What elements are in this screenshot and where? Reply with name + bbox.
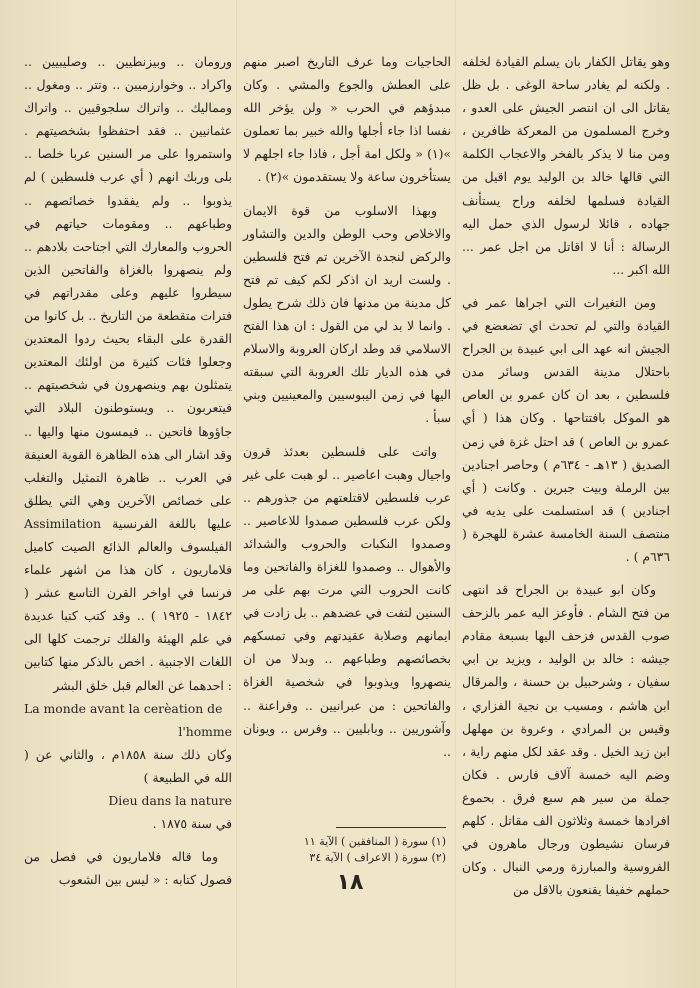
- paragraph: ومن التغيرات التي اجراها عمر في القيادة والتي لم تحدث اي تضعضع في الجيش انه عهد الى ابي عبيدة بن الجراح باحتلال مدينة القدس وسائر مدن فلسطين ، بعد ان كان عمرو بن العاص هو الموكل بافتتاحها . وكان هذا ( أي عمرو بن العاص ) قد احتل غزة في زمن الصديق ( ١٣هـ - ٦٣٤م ) وحاصر اجنادين بين الرملة وبيت جبرين . وكانت ( أي اجنادين ) قد استسلمت على يديه في منتصف السنة الخامسة عشرة للهجرة ( ٦٣٦م ) .: [462, 294, 671, 564]
- paragraph: وبهذا الاسلوب من قوة الايمان والاخلاص وحب الوطن والدين والتشاور والركض لنجدة الآخرين تم فتح فلسطين . ولست اريد ان اذكر لكم كيف تم فتح كل مدينة من مدنها فان ذلك شرح يطول . وانما لا بد لي من القول : ان هذا الفتح الاسلامي قد وطد اركان العروبة والاسلام في هذه الديار تلك العروبة التي سبقته اليها في زمن اليبوسيين والمعينيين وبني سبأ .: [243, 202, 451, 426]
- footnote: (٢) سورة ( الاعراف ) الآية ٣٤: [309, 851, 446, 864]
- page-number: ١٨: [336, 870, 364, 895]
- column-gutter: [236, 0, 237, 988]
- footnote-divider: [336, 827, 446, 828]
- column-gutter: [455, 0, 456, 988]
- french-book-title: La monde avant la cerèation de l'homme: [24, 700, 232, 739]
- paragraph-text: ورومان .. وبيزنطيين .. وصليبيين .. واكراد .. وخوارزميين .. وتتر .. ومغول .. ومماليك .. واتراك سلجوقيين .. واتراك عثمانيين .. فقد احتفظوا بشخصيتهم . واستمروا على مر السنين عربا خلصا .. بلى وربك انهم ( أي عرب فلسطين ) لم يذوبوا .. ولم يفقدوا خصائصهم .. وطباعهم .. ومقومات حياتهم في الحروب والمعارك التي اجتاحت بلادهم .. ولم ينصهروا بالغزاة والفاتحين الذين سيطروا عليهم وعلى مقدراتهم في فترات متقطعة من التاريخ .. بل كانوا من القدرة على البقاء بحيث ردوا المعتدين وجعلوا فئات كثيرة من اولئك المعتدين يتمثلون بهم وينصهرون في شخصيتهم .. فيتعربون .. ويستوطنون البلاد التي جاؤوها فاتحين .. فيمسون منها واليها .. وقد اشار الى هذه الظاهرة القوية العنيفة في العرب .. ظاهرة التمثيل والتغلب على خصائص الآخرين وهي التي يطلق عليها باللغة الفرنسية Assimilation الفيلسوف والعالم الذائع الصيت كاميل فلاماريون ، كان هذا من اشهر علماء فرنسا في اواخر القرن التاسع عشر ( ١٨٤٢ - ١٩٢٥ ) .. وقد كتب كتبا عديدة في علم الهيئة والفلك ترجمت كلها الى اللغات الاجنبية . اخص بالذكر منها كتابين : احدهما عن العالم قبل خلق البشر: [24, 54, 232, 693]
- paragraph-text: وكان ذلك سنة ١٨٥٨م ، والثاني عن ( الله في الطبيعة ): [24, 746, 232, 785]
- paragraph: واتت على فلسطين بعدئذ قرون واجيال وهبت اعاصير .. لو هبت على غير عرب فلسطين لاقتلعتهم من جذورهم .. ولكن عرب فلسطين صمدوا للاعاصير .. وصمدوا النكبات والحروب والشدائد والأهوال .. وصمدوا للغزاة والفاتحين وما كانت الحروب التي مرت بهم على مر السنين لتفت في عضدهم .. بل زادت في ايمانهم وصلابة عقيدتهم وفي تمسكهم بخصائصهم وطباعهم .. وبدلا من ان ينصهروا ويذوبوا في شخصية الغزاة والفاتحين : من عبرانيين .. وفراعنة .. وآشوريين .. وبابليين .. وفرس .. ويونان ..: [243, 443, 451, 759]
- paragraph: وما قاله فلاماريون في فصل من فصول كتابه : « ليس بين الشعوب: [24, 849, 232, 888]
- footnote: (١) سورة ( المنافقين ) الآية ١١: [303, 835, 446, 848]
- paragraph-text: في سنة ١٨٧٥ .: [152, 816, 232, 832]
- paragraph: الحاجيات وما عرف التاريخ اصبر منهم على العطش والجوع والمشي . وكان مبدؤهم في الحرب « ولن يؤخر الله نفسا اذا جاء أجلها والله خبير بما تعملون »(١) « ولكل امة أجل ، فاذا جاء اجلهم لا يستأخرون ساعة ولا يستقدمون »(٢) .: [243, 54, 451, 185]
- paragraph: وهو يقاتل الكفار بان يسلم القيادة لخلفه . ولكنه لم يغادر ساحة الوغى . بل ظل يقاتل الى ان انتصر الجيش على العدو ، وخرج المسلمون من المعركة ظافرين ، ومن منا لا يذكر بالفخر والاعجاب الكلمة التي قالها خالد بن الوليد يوم اقيل من القيادة فسلمها لخلفه وراح يستأنف جهاده ، قائلا لرسول الذي حمل اليه الرسالة : أنا لا اقاتل من اجل عمر ... الله اكبر ...: [462, 54, 670, 277]
- left-column: [24, 50, 232, 901]
- french-book-title: Dieu dans la nature: [108, 793, 232, 808]
- right-column: [462, 50, 670, 911]
- middle-column: [243, 50, 451, 773]
- footnotes: [250, 827, 446, 866]
- paragraph: وكان ابو عبيدة بن الجراح قد انتهى من فتح الشام . فأوعز اليه عمر بالزحف صوب القدس فزحف اليها بسبعة مقادم جيشه : خالد بن الوليد ، ويزيد بن ابي سفيان ، وشرحبيل بن حسنة ، والمرقال ابن هاشم ، ومسيب بن نجية الفزاري ، وقيس بن المرادي ، وعروة بن مهلهل ابن زيد الخيل . وقد عقد لكل منهم راية ، وضم اليه خمسة آلاف فارس . فكان جملة من سير هم سبع فرق . بحموع افرادها خمسة وثلاثون الف مقاتل . كلهم فرسان نشيطون ورجال ماهرون في الفروسية والمبارزة ورمي النبال . وكان حملهم خفيفا يقنعون بالاقل من: [462, 582, 670, 898]
- paragraph: [24, 50, 232, 835]
